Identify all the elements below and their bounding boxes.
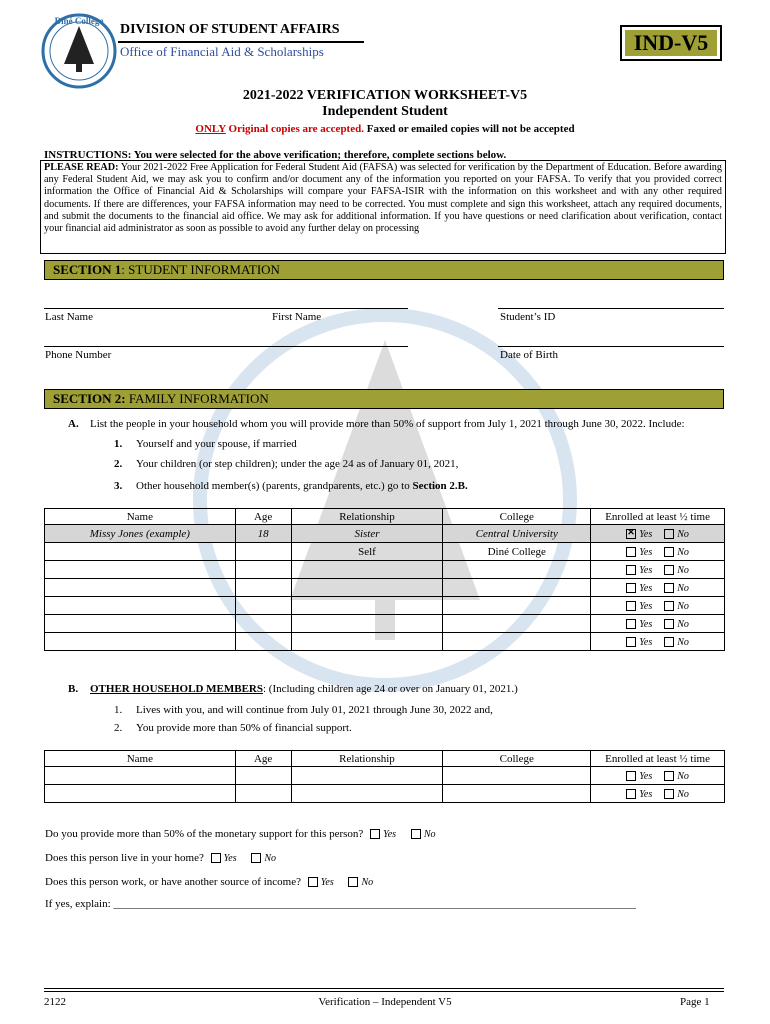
- name-cell[interactable]: [45, 561, 236, 579]
- table-a-no-checkbox-3[interactable]: [664, 583, 674, 593]
- name-cell[interactable]: [45, 597, 236, 615]
- table-b-enrolled-0: [591, 767, 725, 785]
- q2-yes-label: Yes: [223, 853, 237, 864]
- part-b-title: OTHER HOUSEHOLD MEMBERS: [90, 683, 263, 695]
- table-a-yes-label-5: Yes: [639, 618, 653, 630]
- relationship-cell[interactable]: [291, 767, 443, 785]
- college-cell[interactable]: [443, 597, 591, 615]
- table-a-enrolled-2: [591, 561, 725, 579]
- table-a-no-checkbox-2[interactable]: [664, 565, 674, 575]
- table-b-yes-label-1: Yes: [639, 788, 653, 800]
- question-work-text: Does this person work, or have another source of income?: [45, 876, 301, 888]
- college-cell[interactable]: [443, 767, 591, 785]
- section-1-title: : STUDENT INFORMATION: [121, 262, 280, 277]
- age-cell[interactable]: [235, 633, 291, 651]
- footer-code: 2122: [44, 996, 66, 1008]
- division-title: DIVISION OF STUDENT AFFAIRS: [120, 22, 340, 37]
- student-id-label: Student’s ID: [500, 311, 556, 323]
- table-row: [45, 525, 725, 543]
- name-cell[interactable]: [45, 579, 236, 597]
- table-b-yes-checkbox-0[interactable]: [626, 771, 636, 781]
- q3-yes-checkbox[interactable]: [308, 877, 318, 887]
- table-b-enrolled-1: [591, 785, 725, 803]
- table-b-no-checkbox-1[interactable]: [664, 789, 674, 799]
- table-a-no-label-6: No: [677, 636, 689, 648]
- item-1-num: 1.: [114, 438, 123, 450]
- table-a-enrolled-1: [591, 543, 725, 561]
- table-b-header-1: Age: [235, 751, 291, 767]
- b-item-1-num: 1.: [114, 704, 123, 716]
- age-cell[interactable]: [235, 615, 291, 633]
- table-row: [45, 615, 725, 633]
- name-line[interactable]: [44, 308, 408, 309]
- relationship-cell[interactable]: [291, 633, 443, 651]
- part-b-header: [90, 683, 518, 695]
- college-cell[interactable]: [443, 579, 591, 597]
- table-a-enrolled-0: [591, 525, 725, 543]
- age-cell[interactable]: [235, 597, 291, 615]
- instructions: INSTRUCTIONS: You were selected for the above verification; therefore, complete sections below.: [44, 149, 507, 161]
- item-3-text: [136, 480, 468, 492]
- table-a-no-checkbox-0[interactable]: [664, 529, 674, 539]
- table-a-header-1: Age: [235, 509, 291, 525]
- table-a-no-checkbox-1[interactable]: [664, 547, 674, 557]
- table-a-yes-checkbox-1[interactable]: [626, 547, 636, 557]
- section-2-label: SECTION 2:: [53, 391, 126, 406]
- q2-yes-checkbox[interactable]: [211, 853, 221, 863]
- table-a-no-label-3: No: [677, 582, 689, 594]
- q3-no-checkbox[interactable]: [348, 877, 358, 887]
- relationship-cell[interactable]: [291, 597, 443, 615]
- table-a-enrolled-3: [591, 579, 725, 597]
- item-2-text: Your children (or step children); under the age 24 as of January 01, 2021,: [136, 458, 459, 470]
- relationship-cell[interactable]: Self: [291, 543, 443, 561]
- last-name-label: Last Name: [45, 311, 93, 323]
- item-3-ref: Section 2.B.: [412, 480, 468, 492]
- table-b-no-checkbox-0[interactable]: [664, 771, 674, 781]
- item-3-body: Other household member(s) (parents, grandparents, etc.) go to: [136, 480, 413, 492]
- question-support-text: Do you provide more than 50% of the monetary support for this person?: [45, 828, 364, 840]
- relationship-cell[interactable]: Sister: [291, 525, 443, 543]
- question-support: [45, 828, 447, 840]
- part-a-label: A.: [68, 418, 79, 430]
- table-a-no-checkbox-5[interactable]: [664, 619, 674, 629]
- table-b-header-4: Enrolled at least ½ time: [591, 751, 725, 767]
- name-cell[interactable]: Missy Jones (example): [45, 525, 236, 543]
- section-1-header: [44, 260, 724, 280]
- table-b-header-2: Relationship: [291, 751, 443, 767]
- copies-notice: [0, 123, 770, 135]
- college-cell[interactable]: [443, 561, 591, 579]
- table-a-yes-label-1: Yes: [639, 546, 653, 558]
- relationship-cell[interactable]: [291, 561, 443, 579]
- table-a-yes-checkbox-4[interactable]: [626, 601, 636, 611]
- office-name: Office of Financial Aid & Scholarships: [120, 44, 324, 59]
- table-b-no-label-1: No: [677, 788, 689, 800]
- item-3-num: 3.: [114, 480, 123, 492]
- table-a-yes-checkbox-2[interactable]: [626, 565, 636, 575]
- table-row: [45, 579, 725, 597]
- question-live-text: Does this person live in your home?: [45, 852, 204, 864]
- table-a-no-checkbox-4[interactable]: [664, 601, 674, 611]
- college-cell[interactable]: [443, 615, 591, 633]
- table-a-no-label-2: No: [677, 564, 689, 576]
- table-b-header-0: Name: [45, 751, 236, 767]
- table-a-enrolled-6: [591, 633, 725, 651]
- please-read-text: Your 2021-2022 Free Application for Federal Student Aid (FAFSA) was selected for verification by the Department of Education. Before awarding any Federal Student Aid, we may ask you to confirm and/or document any of the information you reported on your FAFSA. To verify that you provided correct information the Office of Financial Aid & Scholarships will compare your FAFSA-ISIR with the information on this worksheet and with any other required documents. If there are differences, your FAFSA information may need to be corrected. You must complete and sign this worksheet, attach any required documents, and submit the documents to the financial aid office. We may ask for additional information. If you have questions or need clarification about verification, contact your financial aid administrator as soon as possible to avoid any further delay on processing: [44, 162, 722, 235]
- part-b-label: B.: [68, 683, 79, 695]
- table-b-header-3: College: [443, 751, 591, 767]
- footer-title: Verification – Independent V5: [318, 996, 452, 1008]
- age-cell[interactable]: [235, 785, 291, 803]
- b-item-2-num: 2.: [114, 722, 123, 734]
- form-code: IND-V5: [625, 30, 717, 56]
- table-b-header-row: [45, 751, 725, 767]
- household-table-a: [44, 508, 725, 651]
- footer-rule: [44, 988, 724, 989]
- name-cell[interactable]: [45, 615, 236, 633]
- section-2-title: FAMILY INFORMATION: [125, 391, 269, 406]
- table-a-header-3: College: [443, 509, 591, 525]
- name-cell[interactable]: [45, 785, 236, 803]
- table-a-yes-label-0: Yes: [639, 528, 653, 540]
- section-1-label: SECTION 1: [53, 262, 122, 277]
- table-a-header-4: Enrolled at least ½ time: [591, 509, 725, 525]
- table-b-yes-checkbox-1[interactable]: [626, 789, 636, 799]
- student-id-line[interactable]: [498, 308, 724, 309]
- name-cell[interactable]: [45, 543, 236, 561]
- college-cell[interactable]: Diné College: [443, 543, 591, 561]
- college-cell[interactable]: [443, 633, 591, 651]
- table-row: [45, 561, 725, 579]
- table-a-yes-checkbox-3[interactable]: [626, 583, 636, 593]
- worksheet-title: 2021-2022 VERIFICATION WORKSHEET-V5: [242, 88, 528, 103]
- table-row: [45, 767, 725, 785]
- age-cell[interactable]: [235, 543, 291, 561]
- table-row: [45, 597, 725, 615]
- b-item-1-text: Lives with you, and will continue from July 01, 2021 through June 30, 2022 and,: [136, 704, 493, 716]
- first-name-label: First Name: [272, 311, 322, 323]
- q3-no-label: No: [361, 877, 374, 888]
- table-b-yes-label-0: Yes: [639, 770, 653, 782]
- table-a-header-0: Name: [45, 509, 236, 525]
- relationship-cell[interactable]: [291, 579, 443, 597]
- q1-no-label: No: [423, 829, 436, 840]
- age-cell[interactable]: 18: [235, 525, 291, 543]
- age-cell[interactable]: [235, 579, 291, 597]
- table-a-yes-label-3: Yes: [639, 582, 653, 594]
- q3-yes-label: Yes: [320, 877, 334, 888]
- worksheet-subtitle: Independent Student: [322, 104, 448, 119]
- relationship-cell[interactable]: [291, 785, 443, 803]
- table-a-enrolled-5: [591, 615, 725, 633]
- table-a-no-label-0: No: [677, 528, 689, 540]
- part-b-text: : (Including children age 24 or over on January 01, 2021.): [262, 683, 518, 695]
- name-cell[interactable]: [45, 633, 236, 651]
- table-row: [45, 633, 725, 651]
- header-rule: [118, 41, 364, 43]
- table-a-no-label-1: No: [677, 546, 689, 558]
- household-table-b: [44, 750, 725, 803]
- name-cell[interactable]: [45, 767, 236, 785]
- table-a-no-label-5: No: [677, 618, 689, 630]
- svg-text:Diné College: Diné College: [54, 16, 104, 26]
- explain-field[interactable]: If yes, explain: _______________________________________________________________________________________________: [45, 898, 636, 910]
- table-a-yes-checkbox-0[interactable]: [626, 529, 636, 539]
- table-a-yes-checkbox-5[interactable]: [626, 619, 636, 629]
- please-read-label: PLEASE READ:: [44, 162, 119, 173]
- age-cell[interactable]: [235, 767, 291, 785]
- fax-notice: Faxed or emailed copies will not be accepted: [363, 123, 575, 135]
- section-2-header: [44, 389, 724, 409]
- form-code-box: [620, 25, 722, 61]
- phone-label: Phone Number: [45, 349, 112, 361]
- table-a-yes-label-6: Yes: [639, 636, 653, 648]
- item-2-num: 2.: [114, 458, 123, 470]
- please-read-box: [40, 160, 726, 254]
- q1-yes-checkbox[interactable]: [370, 829, 380, 839]
- table-a-yes-checkbox-6[interactable]: [626, 637, 636, 647]
- college-cell[interactable]: [443, 785, 591, 803]
- question-live: [45, 852, 288, 864]
- relationship-cell[interactable]: [291, 615, 443, 633]
- part-a-text: List the people in your household whom you will provide more than 50% of support from July 1, 2021 through June 30, 2022. Include:: [90, 418, 685, 430]
- table-a-no-checkbox-6[interactable]: [664, 637, 674, 647]
- q1-no-checkbox[interactable]: [411, 829, 421, 839]
- table-a-yes-label-4: Yes: [639, 600, 653, 612]
- age-cell[interactable]: [235, 561, 291, 579]
- dine-college-logo: [40, 12, 118, 90]
- footer-rule-2: [44, 991, 724, 992]
- table-row: [45, 543, 725, 561]
- college-cell[interactable]: Central University: [443, 525, 591, 543]
- question-work: [45, 876, 385, 888]
- table-a-no-label-4: No: [677, 600, 689, 612]
- table-a-header-row: [45, 509, 725, 525]
- page-number: Page 1: [680, 996, 710, 1008]
- item-1-text: Yourself and your spouse, if married: [136, 438, 297, 450]
- phone-line[interactable]: [44, 346, 408, 347]
- table-row: [45, 785, 725, 803]
- table-a-yes-label-2: Yes: [639, 564, 653, 576]
- table-a-header-2: Relationship: [291, 509, 443, 525]
- dob-label: Date of Birth: [500, 349, 559, 361]
- table-b-no-label-0: No: [677, 770, 689, 782]
- dob-line[interactable]: [498, 346, 724, 347]
- q1-yes-label: Yes: [383, 829, 397, 840]
- q2-no-label: No: [264, 853, 277, 864]
- b-item-2-text: You provide more than 50% of financial support.: [136, 722, 352, 734]
- table-a-enrolled-4: [591, 597, 725, 615]
- original-copies-notice: ONLY Original copies are accepted.: [195, 123, 364, 135]
- q2-no-checkbox[interactable]: [251, 853, 261, 863]
